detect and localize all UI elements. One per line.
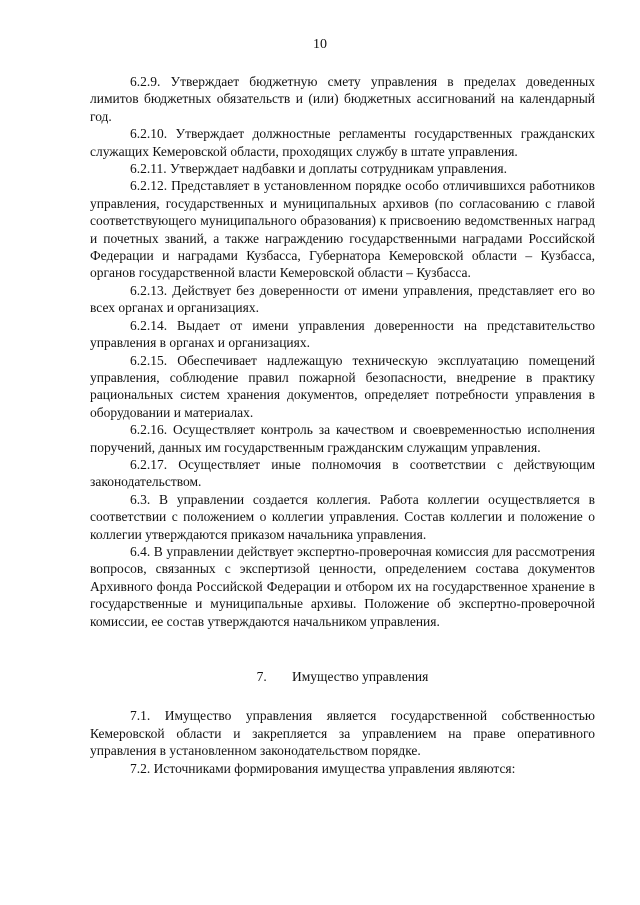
paragraph-6-3: 6.3. В управлении создается коллегия. Работа коллегии осуществляется в соответствии с положением о коллегии управления. Состав коллегии и положение о коллегии утверждаются приказом начальника управления. — [90, 491, 595, 542]
paragraph-6-2-14: 6.2.14. Выдает от имени управления доверенности на представительство управления в органах и организациях. — [90, 317, 595, 351]
paragraph-6-2-16: 6.2.16. Осуществляет контроль за качеством и своевременностью исполнения поручений, данных им государственным гражданским служащим управления. — [90, 422, 595, 455]
document-body — [90, 73, 595, 777]
paragraph-7-2: 7.2. Источниками формирования имущества управления являются: — [130, 760, 516, 776]
paragraph-6-2-9: 6.2.9. Утверждает бюджетную смету управления в пределах доведенных лимитов бюджетных обязательств и (или) бюджетных ассигнований на календарный год. — [90, 74, 595, 124]
paragraph-6-2-10: 6.2.10. Утверждает должностные регламенты государственных гражданских служащих Кемеровской области, проходящих службу в штате управления. — [90, 126, 595, 159]
paragraph-7-1: 7.1. Имущество управления является государственной собственностью Кемеровской области и закрепляется за управлением на праве оперативного управления в установленном законодательством порядке. — [90, 708, 595, 759]
page-number: 10 — [313, 37, 327, 52]
paragraph-6-4: 6.4. В управлении действует экспертно-проверочная комиссия для рассмотрения вопросов, связанных с экспертизой ценности, определением состава документов Архивного фонда Российской Федерации и отбором их на государственное хранение в государственные и муниципальные архивы. Положение об экспертно-проверочной комиссии, ее состав утверждаются начальником управления. — [90, 543, 595, 629]
paragraph-6-2-17: 6.2.17. Осуществляет иные полномочия в соответствии с действующим законодательством. — [90, 456, 595, 490]
section-title: Имущество управления — [292, 669, 429, 684]
section-number: 7. — [256, 669, 267, 684]
section-heading — [90, 668, 595, 685]
paragraph-6-2-15: 6.2.15. Обеспечивает надлежащую техническую эксплуатацию помещений управления, соблюдение правил пожарной безопасности, внедрение в практику рациональных систем хранения документов, определяет потребности управления в оборудовании и материалах. — [90, 352, 595, 420]
paragraph-6-2-11: 6.2.11. Утверждает надбавки и доплаты сотрудникам управления. — [130, 161, 507, 177]
paragraph-6-2-12: 6.2.12. Представляет в установленном порядке особо отличившихся работников управления, государственных и муниципальных архивов (по согласованию с главой соответствующего муниципального образования) к присвоению ведомственных наград и почетных званий, а также награждению государственными наградами Российской Федерации и наградами Кузбасса, Губернатора Кемеровской области – Кузбасса, органов государственной власти Кемеровской области – Кузбасса. — [90, 178, 595, 281]
paragraph-6-2-13: 6.2.13. Действует без доверенности от имени управления, представляет его во всех органах и организациях. — [90, 282, 595, 316]
